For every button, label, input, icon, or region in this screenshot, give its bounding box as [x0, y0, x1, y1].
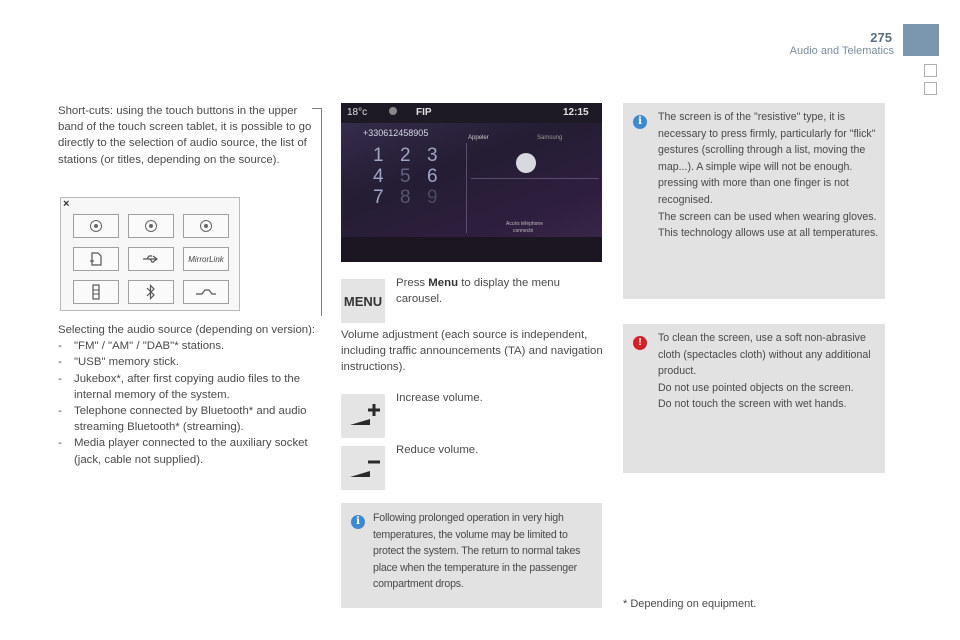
phone-brand: Samsung — [537, 135, 563, 141]
screen-time: 12:15 — [563, 107, 589, 118]
numpad-key: 2 — [400, 145, 411, 166]
mirrorlink-icon[interactable]: MirrorLink — [183, 247, 229, 271]
footnote: * Depending on equipment. — [623, 598, 757, 610]
bt-caption: Accès téléphone — [506, 221, 543, 227]
warning-icon: ! — [633, 336, 647, 350]
increase-volume-text: Increase volume. — [396, 392, 483, 404]
bluetooth-icon[interactable] — [128, 280, 174, 304]
disc-icon[interactable] — [128, 214, 174, 238]
numpad-key: 6 — [427, 166, 438, 187]
numpad-key: 4 — [373, 166, 384, 187]
volume-up-icon — [341, 394, 385, 438]
disc-icon[interactable] — [73, 214, 119, 238]
touchscreen-image — [341, 103, 602, 262]
numpad-key: 1 — [373, 145, 384, 166]
reduce-volume-text: Reduce volume. — [396, 444, 479, 456]
volume-down-icon — [341, 446, 385, 490]
phone-number: +330612458905 — [363, 128, 429, 138]
menu-button-icon: MENU — [341, 279, 385, 323]
section-tab — [903, 24, 939, 56]
cleaning-note-p3: Do not touch the screen with wet hands. — [658, 398, 847, 411]
list-item: - "USB" memory stick. — [58, 354, 320, 370]
list-item: - Media player connected to the auxiliary socket (jack, cable not supplied). — [58, 435, 320, 467]
resistive-note-panel — [623, 103, 885, 299]
volume-paragraph: Volume adjustment (each source is independent, including traffic announcements (TA) and navigation instructions). — [341, 329, 603, 374]
menu-instruction: Press Menu to display the menu carousel. — [396, 277, 560, 306]
resistive-note-p1: The screen is of the "resistive" type, it is necessary to press firmly, particularly for "flick" gestures (scrolling through a list, moving the map...). A simple wipe will not be enough. pressing with more than one finger is not recognised. — [658, 111, 876, 206]
sd-card-icon[interactable] — [73, 247, 119, 271]
screen-divider — [466, 143, 467, 233]
temperature-note-text: Following prolonged operation in very high temperatures, the volume may be limited to protect the system. The return to normal takes place when the temperature in the passenger compartment drops. — [373, 512, 581, 591]
source-selection-text — [58, 322, 320, 468]
usb-icon[interactable] — [128, 247, 174, 271]
list-item: - "FM" / "AM" / "DAB"* stations. — [58, 338, 320, 354]
numpad-key: 9 — [427, 187, 438, 208]
info-icon: i — [351, 515, 365, 529]
resistive-note-p2: The screen can be used when wearing gloves. This technology allows use at all temperatures. — [658, 210, 879, 240]
jack-icon[interactable] — [73, 280, 119, 304]
shortcuts-paragraph: Short-cuts: using the touch buttons in the upper band of the touch screen tablet, it is possible to go directly to the selection of audio source, the list of stations (or titles, depending on the source). — [58, 105, 312, 166]
screen-station: FIP — [416, 107, 432, 118]
page-marker-box — [924, 64, 937, 77]
info-icon: i — [633, 115, 647, 129]
bluetooth-phone-icon — [516, 153, 536, 173]
close-icon[interactable]: × — [63, 198, 70, 210]
section-title: Audio and Telematics — [789, 45, 894, 57]
numpad-key: 3 — [427, 145, 438, 166]
numpad-key: 8 — [400, 187, 411, 208]
page-marker-box — [924, 82, 937, 95]
divider-line — [321, 108, 322, 316]
disc-icon[interactable] — [183, 214, 229, 238]
page-number: 275 — [870, 30, 892, 45]
screen-top-bar — [341, 103, 602, 123]
cleaning-note-p2: Do not use pointed objects on the screen. — [658, 381, 854, 394]
temperature-note-panel — [341, 503, 602, 608]
cleaning-note-text — [658, 330, 880, 413]
audio-source-panel — [60, 197, 240, 311]
numpad-key: 7 — [373, 187, 384, 208]
power-icon — [389, 107, 397, 115]
list-item: - Telephone connected by Bluetooth* and audio streaming Bluetooth* (streaming). — [58, 403, 320, 435]
list-item: - Jukebox*, after first copying audio files to the internal memory of the system. — [58, 371, 320, 403]
resistive-note-text — [658, 109, 880, 242]
aux-cable-icon[interactable] — [183, 280, 229, 304]
bt-caption: connecté — [513, 228, 534, 234]
divider-line — [312, 108, 322, 109]
cleaning-note-p1: To clean the screen, use a soft non-abrasive cloth (spectacles cloth) without any additional product. — [658, 332, 871, 378]
screen-temperature: 18°c — [347, 107, 368, 118]
screen-bottom-bar — [341, 237, 602, 262]
call-label: Appeler — [468, 135, 489, 141]
source-selection-intro: Selecting the audio source (depending on version): — [58, 324, 316, 336]
screen-divider — [471, 178, 599, 179]
cleaning-note-panel — [623, 324, 885, 473]
numpad-key: 5 — [400, 166, 411, 187]
source-list — [58, 338, 320, 468]
